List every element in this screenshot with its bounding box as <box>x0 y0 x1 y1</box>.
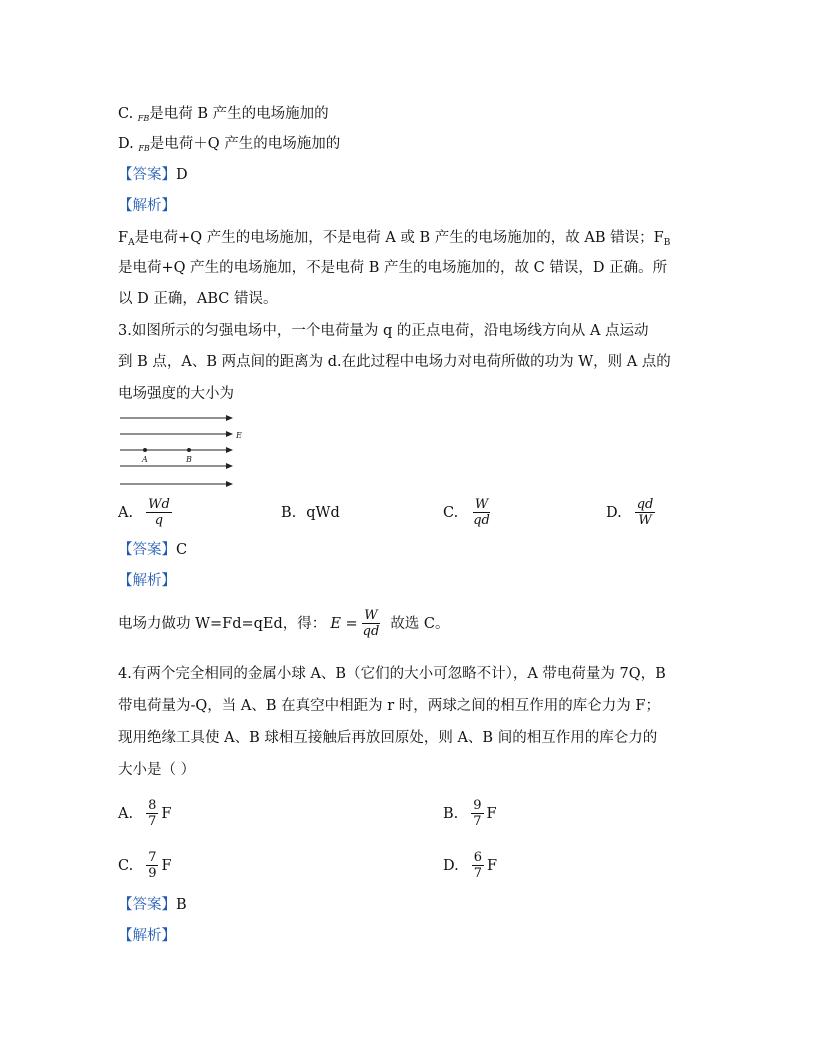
explanation-line-1: $F_A$是电荷+Q 产生的电场施加，不是电荷 A 或 B 产生的电场施加的，故 AB 错误；$F_B$ <box>118 230 671 248</box>
q4-option-b: B. $\frac{9}{7}$ F <box>443 798 497 829</box>
point-b-label: B <box>186 455 192 464</box>
point-b <box>187 448 191 452</box>
q3-option-d: D. $\frac{qd}{W}$ <box>606 497 654 528</box>
question-3-line-1: 3.如图所示的匀强电场中，一个电荷量为 q 的正点电荷，沿电场线方向从 A 点运动 <box>118 323 649 339</box>
answer-line: 【答案】D <box>118 167 188 183</box>
analysis-label: 【解析】 <box>118 928 176 944</box>
question-4-line-4: 大小是（ ） <box>118 762 196 778</box>
option-c-line: C. $_{FB}$是电荷 B 产生的电场施加的 <box>118 106 329 123</box>
analysis-label: 【解析】 <box>118 573 176 589</box>
q4-option-c: C. $\frac{7}{9}$ F <box>118 850 172 881</box>
explanation-line-2: 是电荷+Q 产生的电场施加，不是电荷 B 产生的电场施加的，故 C 错误，D 正确。所 <box>118 260 668 276</box>
question-4-line-2: 带电荷量为-Q，当 A、B 在真空中相距为 r 时，两球之间的相互作用的库仑力为 F； <box>118 698 660 714</box>
explanation-line-4: 电场力做功 W=Fd=qEd，得： E = $\frac{W}{qd}$ 故选 C。 <box>118 608 450 639</box>
field-formula: $\frac{W}{qd}$ <box>362 608 380 639</box>
answer-label: 【答案】 <box>118 897 176 913</box>
question-4-line-3: 现用绝缘工具使 A、B 球相互接触后再放回原处，则 A、B 间的相互作用的库仑力的 <box>118 730 658 746</box>
question-3-line-3: 电场强度的大小为 <box>118 386 234 402</box>
question-4-line-1: 4.有两个完全相同的金属小球 A、B（它们的大小可忽略不计），A 带电荷量为 7Q，B <box>118 666 666 682</box>
q3-option-c: C. $\frac{W}{qd}$ <box>443 497 490 528</box>
force-symbol: FB <box>137 114 150 123</box>
field-label-e: E <box>236 431 242 440</box>
answer-line: 【答案】B <box>118 897 187 913</box>
answer-line: 【答案】C <box>118 542 188 558</box>
point-a-label: A <box>142 455 148 464</box>
analysis-label: 【解析】 <box>118 198 176 214</box>
explanation-line-3: 以 D 正确，ABC 错误。 <box>118 291 278 307</box>
option-d-line: D. $_{FB}$是电荷＋Q 产生的电场施加的 <box>118 136 341 153</box>
q4-option-d: D. $\frac{6}{7}$ F <box>443 850 498 881</box>
q3-option-a: A. $\frac{Wd}{q}$ <box>118 497 170 528</box>
answer-label: 【答案】 <box>118 542 176 558</box>
point-a <box>143 448 147 452</box>
force-symbol: FB <box>138 144 150 153</box>
q4-option-a: A. $\frac{8}{7}$ F <box>118 798 172 829</box>
electric-field-figure <box>118 408 258 492</box>
question-3-line-2: 到 B 点，A、B 两点间的距离为 d.在此过程中电场力对电荷所做的功为 W，则 A 点的 <box>118 354 671 370</box>
q3-option-b: B. qWd <box>281 505 340 521</box>
answer-label: 【答案】 <box>118 167 176 183</box>
